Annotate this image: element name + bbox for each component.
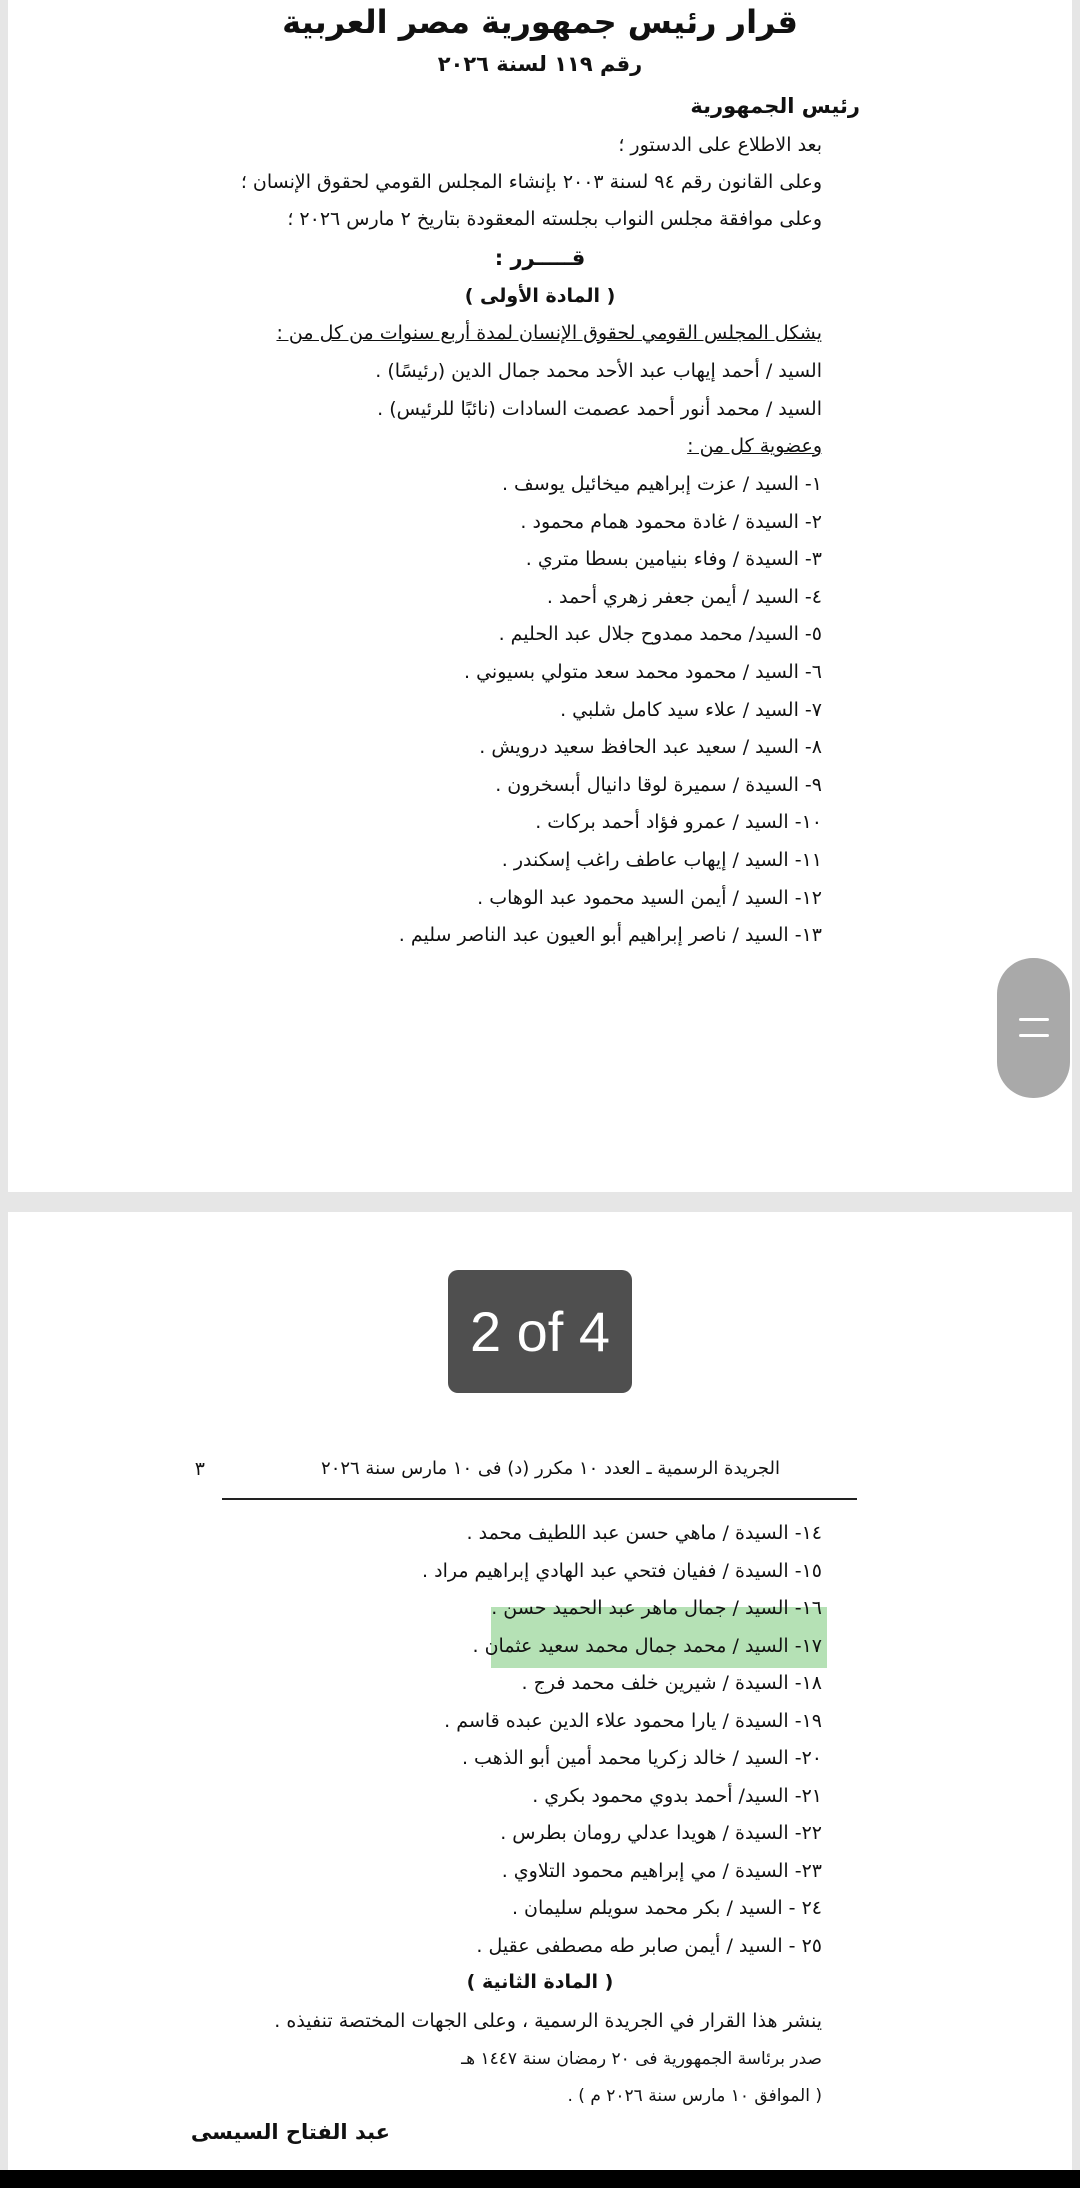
member-line: ١١- السيد / إيهاب عاطف راغب إسكندر . [501,849,822,871]
member-line: ١٣- السيد / ناصر إبراهيم أبو العيون عبد الناصر سليم . [398,924,822,947]
article-2-heading: ( المادة الثانية ) [466,1971,614,1993]
article-1-intro: يشكل المجلس القومي لحقوق الإنسان لمدة أربع سنوات من كل من : [276,322,822,344]
member-line: ١٥- السيدة / ففيان فتحي عبد الهادي إبراهيم مراد . [422,1559,822,1582]
authority-heading: رئيس الجمهورية [690,94,860,118]
member-line: ٢٢- السيدة / هويدا عدلي رومان بطرس . [500,1822,822,1844]
decree-number: رقم ١١٩ لسنة ٢٠٢٦ [437,52,643,76]
decided-heading: قـــــرر : [494,246,586,270]
page-indicator: 2 of 4 [448,1270,632,1393]
members-intro: وعضوية كل من : [687,435,822,457]
member-line: ٤- السيد / أيمن جعفر زهري أحمد . [546,585,822,608]
member-line: ٣- السيدة / وفاء بنيامين بسطا متري . [525,548,822,571]
member-line: ٢١- السيد/ أحمد بدوي محمود بكري . [532,1784,822,1807]
corresponding-line: ( الموافق ١٠ مارس سنة ٢٠٢٦ م ) . [567,2086,822,2106]
member-line: ١٤- السيدة / ماهي حسن عبد اللطيف محمد . [466,1522,822,1544]
member-line: ١٠- السيد / عمرو فؤاد أحمد بركات . [535,811,822,834]
page-number: ٣ [194,1458,205,1480]
member-line: ٢٣- السيدة / مي إبراهيم محمود التلاوي . [501,1859,822,1882]
preamble-line: وعلى موافقة مجلس النواب بجلسته المعقودة بتاريخ ٢ مارس ٢٠٢٦ ؛ [287,208,822,230]
member-line: ٥- السيد/ محمد ممدوح جلال عبد الحليم . [498,623,822,646]
member-line: ٢٠- السيد / خالد زكريا محمد أمين أبو الذهب . [461,1747,822,1769]
chair-line: السيد / أحمد إيهاب عبد الأحد محمد جمال الدين (رئيسًا) . [375,360,822,382]
member-line: ١- السيد / عزت إبراهيم ميخائيل يوسف . [501,473,822,495]
vice-chair-line: السيد / محمد أنور أحمد عصمت السادات (نائبًا للرئيس) . [377,398,822,420]
preamble-line: بعد الاطلاع على الدستور ؛ [618,134,822,156]
header-rule [222,1498,857,1500]
bottom-bar [0,2170,1080,2188]
member-line: ١٦- السيد / جمال ماهر عبد الحميد حسن . [491,1597,822,1619]
member-line: ١٨- السيدة / شيرين خلف محمد فرج . [521,1672,822,1694]
member-line: ٧- السيد / علاء سيد كامل شلبي . [560,698,822,721]
article-2-text: ينشر هذا القرار في الجريدة الرسمية ، وعلى الجهات المختصة تنفيذه . [274,2010,822,2032]
signature: عبد الفتاح السيسى [190,2120,390,2144]
member-line: ١٢- السيد / أيمن السيد محمود عبد الوهاب . [477,886,822,909]
member-line: ٢٤ - السيد / بكر محمد سويلم سليمان . [511,1897,822,1919]
gazette-header: الجريدة الرسمية ـ العدد ١٠ مكرر (د) فى ١٠ مارس سنة ٢٠٢٦ [321,1458,780,1479]
preamble-line: وعلى القانون رقم ٩٤ لسنة ٢٠٠٣ بإنشاء المجلس القومي لحقوق الإنسان ؛ [240,171,822,193]
member-line: ٨- السيد / سعيد عبد الحافظ سعيد درويش . [479,736,822,759]
member-line: ١٩- السيدة / يارا محمود علاء الدين عبده قاسم . [444,1709,822,1732]
member-line: ٩- السيدة / سميرة لوقا دانيال أبسخرون . [495,773,822,796]
scroll-handle[interactable] [997,958,1070,1098]
article-1-heading: ( المادة الأولى ) [464,285,616,307]
member-line: ٢٥ - السيد / أيمن صابر طه مصطفى عقيل . [476,1934,822,1957]
member-line: ٢- السيدة / غادة محمود همام محمود . [520,510,822,533]
member-line: ٦- السيد / محمود محمد سعد متولي بسيوني . [464,661,822,683]
decree-title: قرار رئيس جمهورية مصر العربية [282,3,798,41]
member-line: ١٧- السيد / محمد جمال محمد سعيد عثمان . [472,1634,822,1657]
issued-line: صدر برئاسة الجمهورية فى ٢٠ رمضان سنة ١٤٤٧ هـ [461,2049,822,2069]
